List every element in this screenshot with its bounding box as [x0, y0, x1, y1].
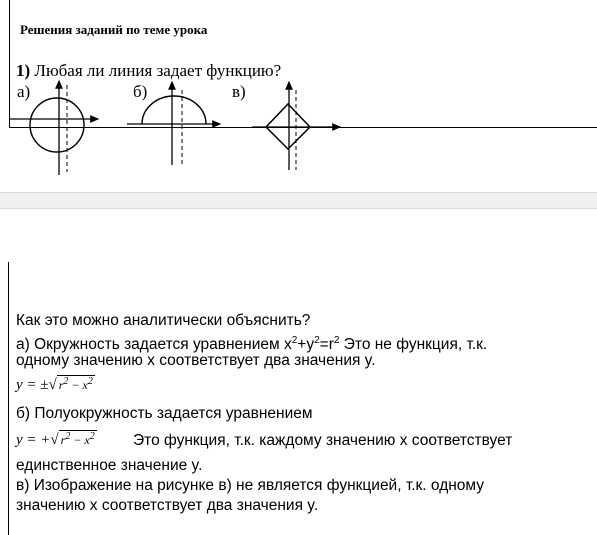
- text-line-6: в) Изображение на рисунке в) не является функцией, т.к. одному: [16, 477, 484, 494]
- label-c: в): [232, 82, 246, 101]
- text-line-7: значению x соответствует два значения y.: [16, 497, 319, 514]
- line2-post: Это не функция, т.к.: [339, 336, 488, 354]
- text-line-1: Как это можно аналитически объяснить?: [16, 312, 311, 329]
- formula2-pre: y = +: [16, 432, 51, 448]
- text-line-3: одному значению x соответствует два значения y.: [16, 352, 376, 369]
- figure-a-circle: [10, 81, 98, 175]
- formula-2: y = +√ $r^2 - x^2$: [16, 431, 95, 448]
- text-line-2: а) Окружность задается уравнением $x^2+y^2=r^2$ Это не функция, т.к.: [16, 335, 488, 354]
- question-text: Любая ли линия задает функцию?: [30, 61, 282, 80]
- figures: [0, 0, 597, 200]
- formula-1: y = ±√ $r^2 - x^2$: [16, 376, 93, 393]
- section-title: Решения заданий по теме урока: [20, 22, 208, 37]
- label-a: а): [17, 82, 31, 101]
- formula1-pre: y = ±: [16, 377, 49, 393]
- label-b: б): [133, 82, 148, 101]
- page-gap: [0, 192, 597, 209]
- text-line-4: б) Полуокружность задается уравнением: [16, 405, 313, 422]
- figure-b-semicircle: [127, 82, 220, 165]
- figure-c-rhombus: [252, 82, 340, 170]
- question-number: 1): [16, 61, 31, 80]
- text-line-5: единственное значение y.: [16, 457, 203, 474]
- text-formula2-post: Это функция, т.к. каждому значению x соответствует: [133, 432, 513, 449]
- line2-pre: а) Окружность задается уравнением x: [16, 336, 292, 354]
